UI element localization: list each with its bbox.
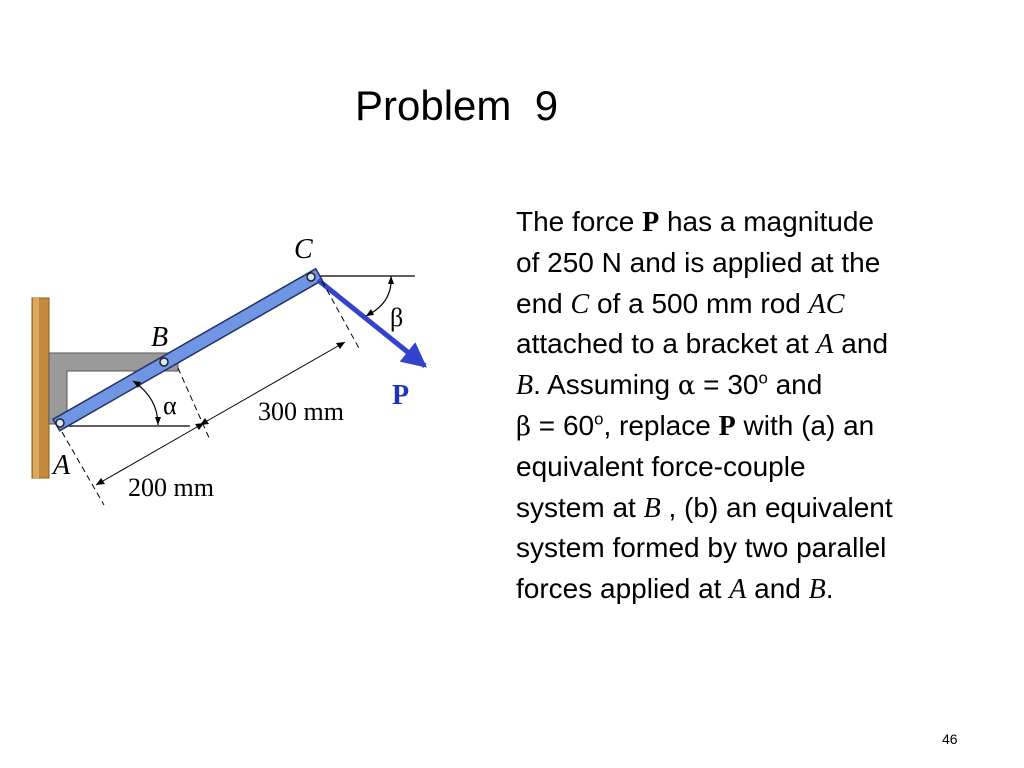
statement-line-10: forces applied at A and B. xyxy=(516,573,834,606)
problem-statement xyxy=(516,202,986,610)
page-number: 46 xyxy=(942,731,958,747)
beta-arc xyxy=(366,276,391,316)
dim-300-label: 300 mm xyxy=(258,397,344,426)
statement-line-7: equivalent force-couple xyxy=(516,450,806,482)
label-a: A xyxy=(53,450,71,481)
dim-200-label: 200 mm xyxy=(128,473,214,502)
statement-line-3: end C of a 500 mm rod AC xyxy=(516,287,845,320)
label-b: B xyxy=(151,322,169,353)
alpha-arc xyxy=(133,381,158,425)
statement-line-8: system at B , (b) an equivalent xyxy=(516,491,893,524)
statement-line-1: The force P has a magnitude xyxy=(516,206,874,238)
pin-c xyxy=(307,273,315,281)
statement-line-2: of 250 N and is applied at the xyxy=(516,246,881,278)
statement-line-6: $\beta = 60^o$, replace P with (a) an xyxy=(516,409,875,442)
label-alpha: α xyxy=(163,391,177,420)
statement-line-5: B. Assuming $\alpha = 30^o$ and xyxy=(516,368,823,402)
force-p-arrow xyxy=(318,280,425,366)
problem-figure xyxy=(0,0,500,540)
slide-title: Problem 9 xyxy=(355,82,559,129)
statement-line-4: attached to a bracket at A and xyxy=(516,328,889,361)
label-beta: β xyxy=(390,303,404,332)
statement-line-9: system formed by two parallel xyxy=(516,532,887,564)
pin-a xyxy=(56,419,64,427)
label-c: C xyxy=(294,234,313,265)
pin-b xyxy=(160,358,168,366)
label-p: P xyxy=(392,380,410,411)
